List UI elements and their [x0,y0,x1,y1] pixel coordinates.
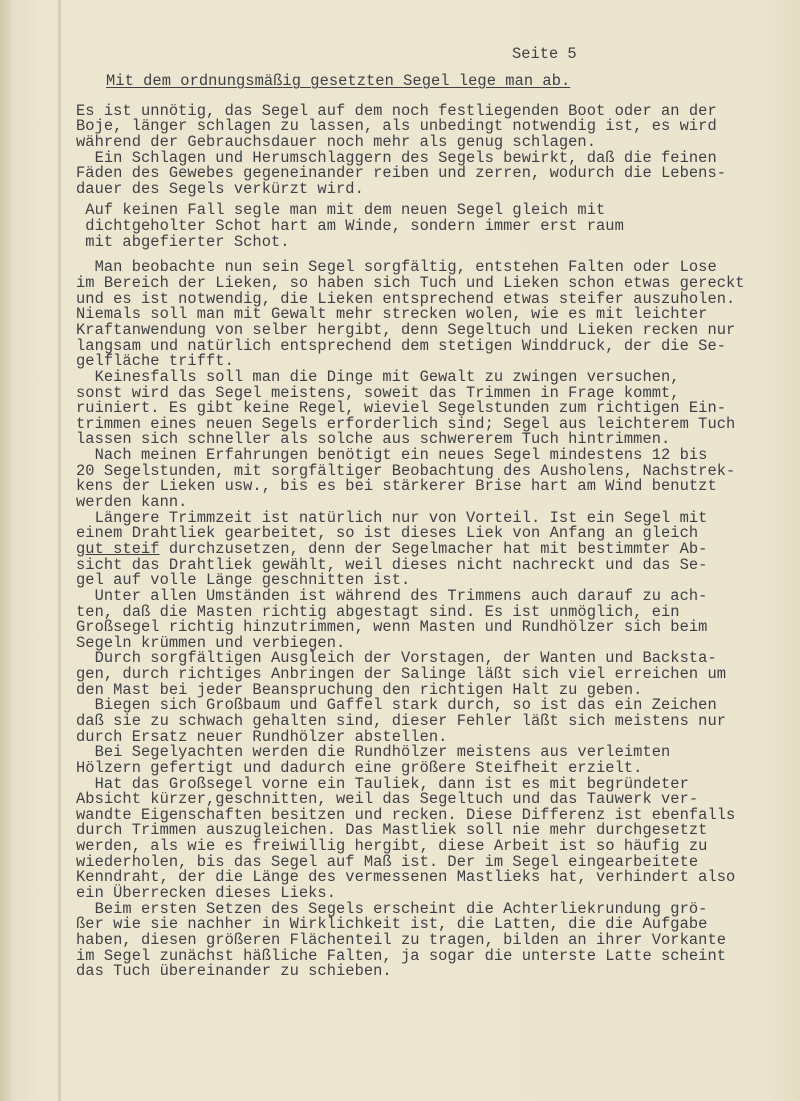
text-line: Bei Segelyachten werden die Rundhölzer meistens aus verleimten [76,743,671,762]
paragraph [76,745,786,776]
text-line: wiederholen, bis das Segel auf Maß ist. Der im Segel eingearbeitete [76,852,699,871]
text-line: gen, durch richtiges Anbringen der Salinge läßt sich viel erreichen um [76,665,727,684]
heading: Mit dem ordnungsmäßig gesetzten Segel lege man ab. [106,72,571,90]
page-number: Seite 5 [512,45,577,63]
text-line: 20 Segelstunden, mit sorgfältiger Beobachtung des Ausholens, Nachstrek- [76,461,736,480]
text-line: gelfläche trifft. [76,352,234,371]
text-line: daß sie zu schwach gehalten sind, dieser Fehler läßt sich meistens nur [76,711,727,730]
text-line: einem Drahtliek gearbeitet, so ist dieses Liek von Anfang an gleich [76,524,699,543]
text-line: Absicht kürzer,geschnitten, weil das Segeltuch und das Tauwerk ver- [76,790,699,809]
text-line: sonst wird das Segel meistens, soweit das Trimmen in Frage kommt, [76,383,680,402]
text-line: Ein Schlagen und Herumschlaggern des Segels bewirkt, daß die feinen [76,148,717,167]
paragraph [76,367,786,449]
paragraph [76,774,786,903]
text-line-rest: durchzusetzen, denn der Segelmacher hat mit bestimmter Ab- [159,539,708,558]
text-line: Biegen sich Großbaum und Gaffel stark durch, so ist das ein Zeichen [76,696,717,715]
text-line: Längere Trimmzeit ist natürlich nur von Vorteil. Ist ein Segel mit [76,508,708,527]
paragraph [76,448,786,511]
paragraph [76,508,786,590]
binding-edge [58,0,61,1101]
text-line: ten, daß die Masten richtig abgestagt sind. Es ist unmöglich, ein [76,602,680,621]
paragraph [76,586,786,652]
text-line: dauer des Segels verkürzt wird. [76,179,364,198]
paragraph [76,698,786,745]
typewritten-text [76,40,786,980]
text-line: Segeln krümmen und verbiegen. [76,633,346,652]
text-line: ruiniert. Es gibt keine Regel, wieviel Segelstunden zum richtigen Ein- [76,399,727,418]
text-line: lassen sich schneller als solche aus schwererem Tuch hintrimmen. [76,430,671,449]
text-line: Hat das Großsegel vorne ein Tauliek, dann ist es mit begründeter [76,774,689,793]
text-line: im Bereich der Lieken, so haben sich Tuch und Lieken schon etwas gereckt [76,274,745,293]
text-line: dichtgeholter Schot hart am Winde, sondern immer erst raum [76,217,624,236]
text-line: trimmen eines neuen Segels erforderlich sind; Segel aus leichterem Tuch [76,414,736,433]
text-line: kens der Lieken usw., bis es bei stärkerer Brise hart am Wind benutzt [76,477,717,496]
text-line: Niemals soll man mit Gewalt mehr strecken wolen, wie es mit leichter [76,305,708,324]
text-line: wandte Eigenschaften besitzen und recken. Diese Differenz ist ebenfalls [76,805,736,824]
text-line: und es ist notwendig, die Lieken entsprechend etwas steifer auszuholen. [76,289,736,308]
text-line: während der Gebrauchsdauer noch mehr als genug schlagen. [76,132,597,151]
text-line: Fäden des Gewebes gegeneinander reiben und zerren, wodurch die Lebens- [76,164,727,183]
text-line: Hölzern gefertigt und dadurch eine größere Steifheit erzielt. [76,758,643,777]
text-line: Nach meinen Erfahrungen benötigt ein neues Segel mindestens 12 bis [76,446,708,465]
text-line: ein Überrecken dieses Lieks. [76,884,337,903]
text-line: langsam und natürlich entsprechend dem stetigen Winddruck, der die Se- [76,336,727,355]
text-line: Durch sorgfältigen Ausgleich der Vorstagen, der Wanten und Backsta- [76,649,717,668]
text-line: Keinesfalls soll man die Dinge mit Gewalt zu zwingen versuchen, [76,367,680,386]
text-line: Man beobachte nun sein Segel sorgfältig, entstehen Falten oder Lose [76,258,717,277]
paragraph [76,260,786,369]
text-line: Boje, länger schlagen zu lassen, als unbedingt notwendig ist, es wird [76,117,717,136]
text-line: mit abgefierter Schot. [76,232,290,251]
text-line: den Mast bei jeder Beanspruchung den richtigen Halt zu geben. [76,680,643,699]
paragraph [76,899,786,981]
text-line: Großsegel richtig hinzutrimmen, wenn Masten und Rundhölzer sich beim [76,618,708,637]
text-line: Beim ersten Setzen des Segels erscheint die Achterliekrundung grö- [76,899,708,918]
text-line: werden kann. [76,493,188,512]
text-line: sicht das Drahtliek gewählt, weil dieses nicht nachreckt und das Se- [76,555,708,574]
text-line: Unter allen Umständen ist während des Trimmens auch darauf zu ach- [76,586,708,605]
text-line: Kenndraht, der die Länge des vermessenen Mastlieks hat, verhindert also [76,868,736,887]
text-line: ßer wie sie nachher in Wirklichkeit ist, die Latten, die die Aufgabe [76,915,708,934]
text-line: gel auf volle Länge geschnitten ist. [76,571,411,590]
text-line: Kraftanwendung von selber hergibt, denn Segeltuch und Lieken recken nur [76,320,736,339]
text-line: werden, als wie es freiwillig hergibt, diese Arbeit ist so häufig zu [76,837,708,856]
text-line: Es ist unnötig, das Segel auf dem noch festliegenden Boot oder an der [76,101,717,120]
text-line: Auf keinen Fall segle man mit dem neuen Segel gleich mit [76,201,606,220]
paragraph [76,203,786,250]
text-line: durch Trimmen auszugleichen. Das Mastliek soll nie mehr durchgesetzt [76,821,708,840]
paragraph [76,651,786,698]
paragraph [76,148,786,198]
text-line: haben, diesen größeren Flächenteil zu tragen, bilden an ihrer Vorkante [76,930,727,949]
text-line: durch Ersatz neuer Rundhölzer abstellen. [76,727,448,746]
underlined-text: gut steif [76,539,160,558]
text-line: das Tuch übereinander zu schieben. [76,962,392,981]
paragraph [76,101,786,151]
text-line: im Segel zunächst häßliche Falten, ja sogar die unterste Latte scheint [76,946,727,965]
